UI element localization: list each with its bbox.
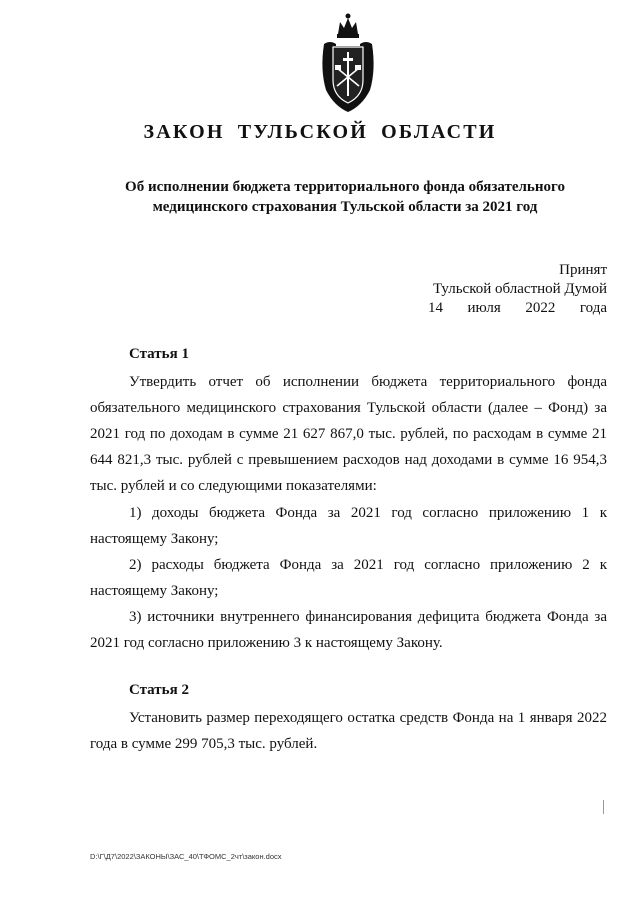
article-1-item-3: 3) источники внутреннего финансирования дефицита бюджета Фонда за 2021 год согласно приложению 3 к настоящему Закону. (90, 609, 607, 651)
law-subject (95, 177, 595, 217)
law-subject-line-1: Об исполнении бюджета территориального фонда обязательного (125, 179, 565, 195)
adoption-block (416, 261, 607, 318)
law-subject-line-2: медицинского страхования Тульской области за 2021 год (152, 199, 538, 215)
adoption-year: 2022 (525, 300, 556, 316)
article-1-paragraph: Утвердить отчет об исполнении бюджета территориального фонда обязательного медицинского страхования Тульской области (далее – Фонд) за 2021 год по доходам в сумме 21 627 867,0 тыс. рублей, по расходам в сумме 21 644 821,3 тыс. рублей с превышением расходов над доходами в сумме 16 954,3 тыс. рублей и со следующими показателями: (90, 374, 607, 494)
footer-file-path: D:\Г\Д7\2022\ЗАКОНЫ\ЗАС_40\ТФОМС_2чт\закон.docx (90, 852, 282, 861)
adoption-day: 14 (428, 300, 443, 316)
adoption-date (416, 299, 607, 318)
tula-coat-of-arms-emblem (318, 10, 378, 118)
scan-margin-mark (603, 800, 604, 814)
article-2-paragraph: Установить размер переходящего остатка средств Фонда на 1 января 2022 года в сумме 299 705,3 тыс. рублей. (90, 710, 607, 752)
article-1-item-1: 1) доходы бюджета Фонда за 2021 год согласно приложению 1 к настоящему Закону; (90, 505, 607, 547)
article-2-heading: Статья 2 (129, 682, 189, 698)
article-1-heading: Статья 1 (129, 346, 189, 362)
adoption-year-suffix: года (579, 300, 607, 316)
document-title: ЗАКОН ТУЛЬСКОЙ ОБЛАСТИ (143, 121, 497, 143)
adoption-label: Принят (559, 262, 607, 278)
adoption-body: Тульской областной Думой (432, 281, 607, 297)
adoption-month: июля (467, 300, 501, 316)
article-1-item-2: 2) расходы бюджета Фонда за 2021 год согласно приложению 2 к настоящему Закону; (90, 557, 607, 599)
